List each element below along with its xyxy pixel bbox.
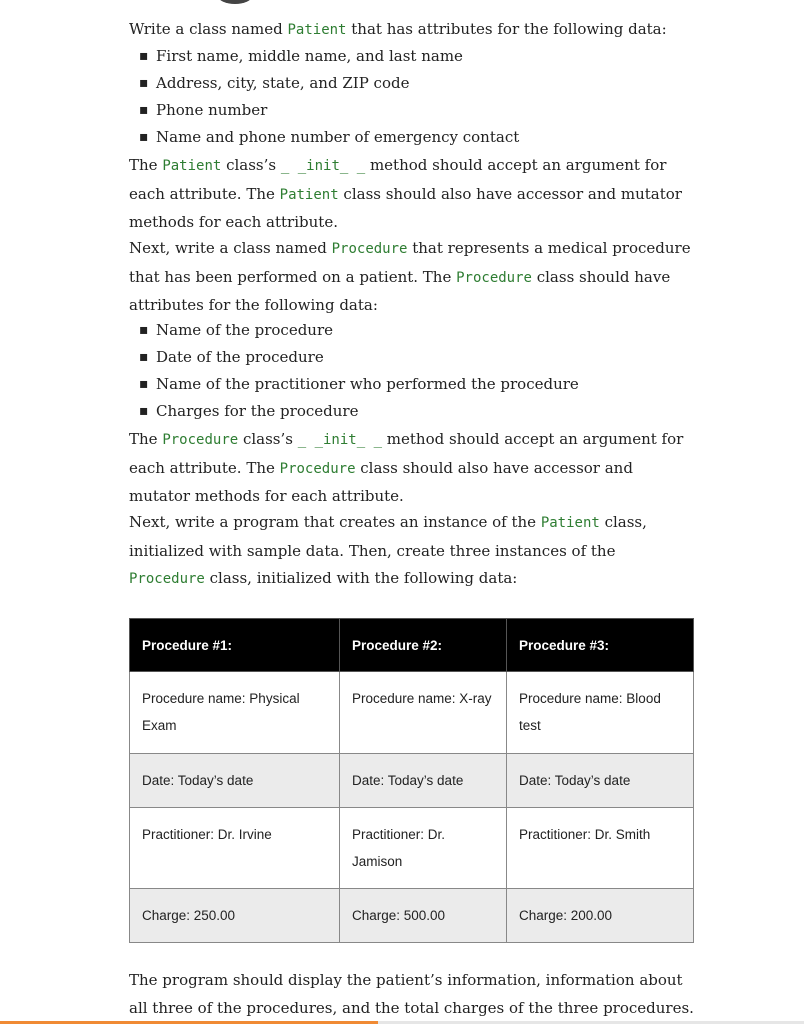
list-item: ▪ Date of the procedure — [129, 344, 695, 371]
bullet-icon: ▪ — [139, 75, 149, 91]
class-name-code: Procedure — [331, 241, 408, 257]
bullet-icon: ▪ — [139, 48, 149, 64]
list-item: ▪ Charges for the procedure — [129, 398, 695, 425]
class-name-code: Patient — [287, 22, 347, 38]
patient-attribute-list — [129, 43, 695, 151]
class-name-code: Procedure — [162, 432, 239, 448]
class-name-code: Procedure — [279, 460, 356, 477]
table-row — [130, 808, 694, 889]
table-cell: Procedure name: Physical Exam — [130, 672, 340, 754]
decorative-partial-glyph — [218, 0, 252, 4]
program-intro-paragraph: Next, write a program that creates an instance of the Patient class, initialized with sample data. Then, create three instances of the Procedure class, initialized with the following data: — [129, 513, 647, 587]
procedure-attribute-list — [129, 317, 695, 425]
list-item: ▪ Name of the procedure — [129, 317, 695, 344]
class-name-code: Procedure — [456, 269, 532, 286]
table-header-row — [130, 619, 694, 672]
list-item: ▪ Name of the practitioner who performed the procedure — [129, 371, 695, 398]
class-name-code: Patient — [279, 186, 339, 203]
table-cell: Date: Today’s date — [130, 754, 340, 808]
table-cell: Charge: 250.00 — [130, 889, 340, 943]
bullet-icon: ▪ — [139, 349, 149, 365]
table-cell: Procedure name: Blood test — [507, 672, 694, 754]
table-cell: Procedure name: X-ray — [340, 672, 507, 754]
procedures-table — [129, 618, 694, 943]
class-name-code: Patient — [162, 158, 222, 174]
list-item: ▪ Address, city, state, and ZIP code — [129, 70, 695, 97]
closing-paragraph: The program should display the patient’s information, information about all three of the procedures, and the total charges of the three procedures. — [129, 971, 694, 1017]
table-cell: Practitioner: Dr. Smith — [507, 808, 694, 889]
table-cell: Date: Today’s date — [340, 754, 507, 808]
procedure-intro-paragraph: Next, write a class named Procedure that represents a medical procedure that has been performed on a patient. The Procedure class should have attributes for the following data: — [129, 239, 691, 314]
table-cell: Charge: 200.00 — [507, 889, 694, 943]
list-item: ▪ First name, middle name, and last name — [129, 43, 695, 70]
table-header-cell: Procedure #2: — [340, 619, 507, 672]
table-cell: Practitioner: Dr. Jamison — [340, 808, 507, 889]
bullet-icon: ▪ — [139, 129, 149, 145]
intro-paragraph: Write a class named Patient that has attributes for the following data: — [129, 20, 667, 38]
init-method-code: _ _init_ _ — [297, 432, 383, 448]
bullet-icon: ▪ — [139, 102, 149, 118]
bullet-icon: ▪ — [139, 322, 149, 338]
table-row — [130, 889, 694, 943]
bullet-icon: ▪ — [139, 403, 149, 419]
list-item: ▪ Phone number — [129, 97, 695, 124]
class-name-code: Procedure — [129, 571, 205, 587]
class-name-code: Patient — [540, 515, 600, 531]
procedure-init-paragraph: The Procedure class’s _ _init_ _ method should accept an argument for each attribute. The Procedure class should also have accessor and mutator methods for each attribute. — [129, 430, 684, 505]
patient-init-paragraph: The Patient class’s _ _init_ _ method should accept an argument for each attribute. The Patient class should also have accessor and mutator methods for each attribute. — [129, 156, 682, 231]
table-cell: Charge: 500.00 — [340, 889, 507, 943]
table-row — [130, 754, 694, 808]
bullet-icon: ▪ — [139, 376, 149, 392]
table-cell: Date: Today’s date — [507, 754, 694, 808]
table-cell: Practitioner: Dr. Irvine — [130, 808, 340, 889]
table-header-cell: Procedure #3: — [507, 619, 694, 672]
init-method-code: _ _init_ _ — [280, 158, 366, 174]
table-row — [130, 672, 694, 754]
list-item: ▪ Name and phone number of emergency contact — [129, 124, 695, 151]
table-header-cell: Procedure #1: — [130, 619, 340, 672]
